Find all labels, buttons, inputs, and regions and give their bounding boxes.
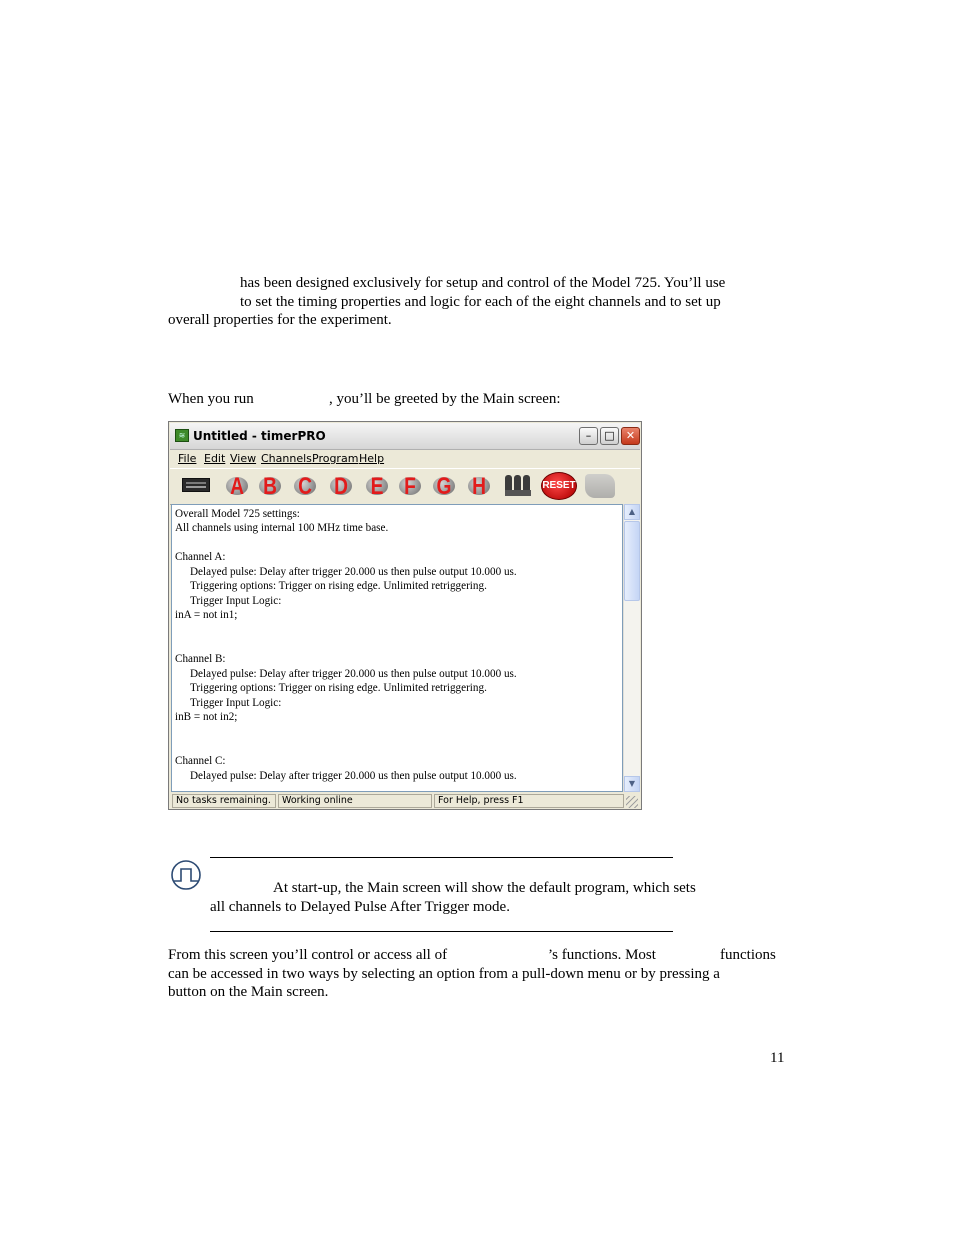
content-line: Trigger Input Logic: — [190, 695, 282, 709]
window-title: Untitled - timerPRO — [193, 429, 326, 443]
intro-line-1: has been designed exclusively for setup and control of the Model 725. You’ll use — [240, 275, 726, 291]
timerpro-app-icon: ≋ — [175, 429, 189, 442]
intro-line-3: overall properties for the experiment. — [168, 312, 392, 328]
channel-c-letter: C — [298, 473, 312, 500]
channel-d-letter: D — [334, 473, 348, 500]
channel-b-letter: B — [263, 473, 277, 500]
closing-line-3: button on the Main screen. — [168, 984, 329, 1000]
content-line: All channels using internal 100 MHz time base. — [175, 520, 389, 534]
scroll-down-arrow-icon[interactable]: ▼ — [624, 776, 640, 792]
content-line: Delayed pulse: Delay after trigger 20.000 us then pulse output 10.000 us. — [190, 768, 517, 782]
menu-bar — [170, 449, 640, 468]
reset-button[interactable]: RESET — [541, 472, 577, 500]
title-bar — [170, 423, 640, 450]
program-summary-text[interactable] — [171, 504, 623, 792]
menu-channels[interactable]: Channels — [261, 452, 312, 465]
content-line: Delayed pulse: Delay after trigger 20.000 us then pulse output 10.000 us. — [190, 564, 517, 578]
channel-a-button[interactable] — [222, 472, 252, 500]
channel-g-button[interactable] — [429, 472, 459, 500]
content-line: inA = not in1; — [175, 607, 238, 621]
content-line: Channel B: — [175, 651, 226, 665]
note-top-rule — [210, 857, 673, 858]
channel-b-button[interactable] — [255, 472, 285, 500]
channel-f-button[interactable] — [395, 472, 425, 500]
scroll-up-arrow-icon[interactable]: ▲ — [624, 504, 640, 520]
content-line: Channel C: — [175, 753, 226, 767]
content-line: Delayed pulse: Delay after trigger 20.000 us then pulse output 10.000 us. — [190, 666, 517, 680]
content-line: Channel A: — [175, 549, 226, 563]
status-connection: Working online — [278, 794, 432, 808]
scroll-thumb[interactable] — [624, 521, 640, 601]
channel-f-letter: F — [404, 473, 416, 500]
module-settings-icon[interactable] — [182, 478, 210, 492]
channel-h-letter: H — [472, 473, 486, 500]
status-bar — [170, 793, 640, 809]
closing-line-1a: From this screen you’ll control or access all of — [168, 947, 448, 963]
pulse-note-icon — [170, 859, 202, 891]
resize-grip-icon[interactable] — [626, 796, 638, 808]
channel-h-button[interactable] — [464, 472, 494, 500]
closing-line-1b: ’s functions. Most — [548, 947, 656, 963]
timerpro-main-window — [168, 421, 642, 810]
content-line: Triggering options: Trigger on rising edge. Unlimited retriggering. — [190, 680, 487, 694]
channel-g-letter: G — [436, 473, 452, 500]
closing-line-1c: functions — [720, 947, 776, 963]
content-line: inB = not in2; — [175, 709, 238, 723]
closing-line-2: can be accessed in two ways by selecting an option from a pull-down menu or by pressing a — [168, 966, 720, 982]
toolbar — [170, 468, 640, 505]
menu-file[interactable]: File — [178, 452, 197, 465]
disabled-connect-icon — [585, 474, 615, 498]
menu-program[interactable]: Program — [312, 452, 359, 465]
channel-e-letter: E — [370, 473, 384, 500]
minimize-button[interactable]: – — [579, 427, 598, 445]
status-help: For Help, press F1 — [434, 794, 624, 808]
run-sentence-prefix: When you run — [168, 391, 254, 407]
note-line-2: all channels to Delayed Pulse After Trigger mode. — [210, 899, 510, 915]
intro-line-2: to set the timing properties and logic for each of the eight channels and to set up — [240, 294, 721, 310]
page-number: 11 — [770, 1050, 785, 1066]
maximize-button[interactable]: □ — [600, 427, 619, 445]
close-button[interactable]: ✕ — [621, 427, 640, 445]
channel-e-button[interactable] — [362, 472, 392, 500]
content-line: Overall Model 725 settings: — [175, 506, 300, 520]
menu-help[interactable]: Help — [359, 452, 385, 465]
channel-c-button[interactable] — [290, 472, 320, 500]
status-tasks: No tasks remaining. — [172, 794, 276, 808]
menu-view[interactable]: View — [230, 452, 257, 465]
note-line-1: At start-up, the Main screen will show the default program, which sets — [273, 880, 696, 896]
vertical-scrollbar[interactable] — [623, 504, 640, 792]
channel-a-letter: A — [230, 473, 244, 500]
note-bottom-rule — [210, 931, 673, 932]
content-line: Trigger Input Logic: — [190, 593, 282, 607]
all-channels-icon[interactable] — [503, 473, 533, 499]
run-sentence-suffix: , you’ll be greeted by the Main screen: — [329, 391, 561, 407]
channel-d-button[interactable] — [326, 472, 356, 500]
menu-edit[interactable]: Edit — [204, 452, 226, 465]
content-line: Triggering options: Trigger on rising edge. Unlimited retriggering. — [190, 578, 487, 592]
